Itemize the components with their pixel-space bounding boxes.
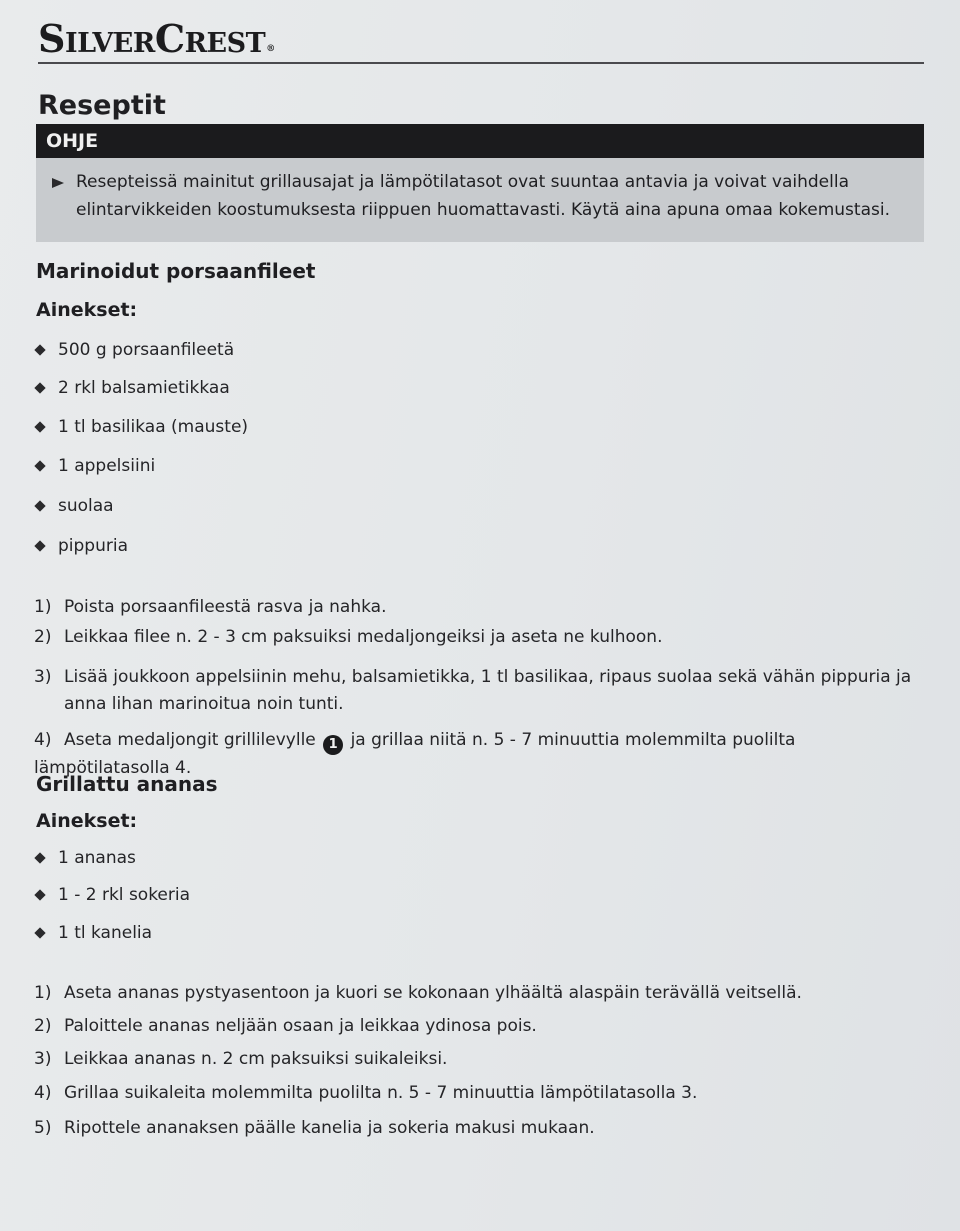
diamond-bullet-icon (34, 344, 45, 355)
step-text: Aseta medaljongit grillilevylle (64, 730, 316, 750)
step-number: 2) (34, 1016, 52, 1036)
diamond-bullet-icon (34, 927, 45, 938)
step-item (34, 624, 924, 651)
diamond-bullet-icon (34, 421, 45, 432)
ingredient-item (34, 882, 190, 908)
step-text: Leikkaa ananas n. 2 cm paksuiksi suikaleiksi. (64, 1049, 448, 1069)
diamond-bullet-icon (34, 500, 45, 511)
ingredient-text: 1 appelsiini (58, 456, 156, 476)
brand-name: SilverCrest (38, 16, 266, 61)
recipe-title: Marinoidut porsaanfileet (36, 259, 316, 283)
step-text: ja grillaa niitä n. 5 - 7 minuuttia molemmilta puolilta lämpötilatasolla 4. (34, 730, 796, 778)
ingredient-text: 2 rkl balsamietikkaa (58, 378, 230, 398)
step-text: Leikkaa filee n. 2 - 3 cm paksuiksi medaljongeiksi ja aseta ne kulhoon. (64, 627, 663, 647)
step-item (34, 1046, 924, 1073)
ingredient-item (34, 533, 128, 559)
ingredient-text: 1 - 2 rkl sokeria (58, 885, 191, 905)
ingredient-text: suolaa (58, 496, 114, 516)
step-text: Grillaa suikaleita molemmilta puolilta n. 5 - 7 minuuttia lämpötilatasolla 3. (64, 1083, 698, 1103)
ingredient-text: 500 g porsaanfileetä (58, 340, 235, 360)
step-number: 1) (34, 597, 52, 617)
recipe-title: Grillattu ananas (36, 772, 218, 796)
step-item (34, 664, 924, 718)
note-body (36, 158, 924, 224)
diamond-bullet-icon (34, 382, 45, 393)
part-number-marker: 1 (323, 735, 343, 755)
ingredient-item (34, 337, 234, 363)
diamond-bullet-icon (34, 540, 45, 551)
step-text-continuation: anna lihan marinoitua noin tunti. (64, 694, 344, 714)
step-number: 4) (34, 730, 52, 750)
ingredient-text: 1 tl basilikaa (mauste) (58, 417, 249, 437)
note-box (36, 124, 924, 242)
note-text: Resepteissä mainitut grillausajat ja lämpötilatasot ovat suuntaa antavia ja voivat vaihdella elintarvikkeiden koostumuksesta riippuen huomattavasti. Käytä aina apuna omaa kokemustasi. (76, 172, 890, 220)
ingredient-item (34, 414, 248, 440)
step-item (34, 1115, 924, 1142)
note-header: OHJE (36, 124, 924, 158)
ingredient-text: pippuria (58, 536, 129, 556)
step-number: 3) (34, 667, 52, 687)
diamond-bullet-icon (34, 889, 45, 900)
ingredient-item (34, 375, 230, 401)
step-number: 4) (34, 1083, 52, 1103)
ingredient-text: 1 ananas (58, 848, 136, 868)
step-text: Lisää joukkoon appelsiinin mehu, balsamietikka, 1 tl basilikaa, ripaus suolaa sekä vähän pippuria ja (64, 667, 912, 687)
ingredients-label: Ainekset: (36, 299, 138, 321)
section-title: Reseptit (38, 90, 166, 121)
ingredient-item (34, 920, 152, 946)
step-number: 3) (34, 1049, 52, 1069)
ingredient-item (34, 453, 155, 479)
step-text: Aseta ananas pystyasentoon ja kuori se kokonaan ylhäältä alaspäin terävällä veitsellä. (64, 983, 802, 1003)
diamond-bullet-icon (34, 852, 45, 863)
diamond-bullet-icon (34, 460, 45, 471)
step-text: Paloittele ananas neljään osaan ja leikkaa ydinosa pois. (64, 1016, 537, 1036)
step-number: 5) (34, 1118, 52, 1138)
step-item (34, 980, 924, 1007)
header-rule (38, 62, 924, 64)
ingredient-text: 1 tl kanelia (58, 923, 153, 943)
step-text: Ripottele ananaksen päälle kanelia ja sokeria makusi mukaan. (64, 1118, 595, 1138)
registered-mark: ® (266, 44, 275, 54)
ingredient-item (34, 845, 136, 871)
step-item (34, 1080, 924, 1107)
step-item (34, 594, 924, 621)
step-number: 2) (34, 627, 52, 647)
brand-logo (38, 14, 275, 64)
arrow-right-icon (52, 178, 64, 188)
step-item (34, 1013, 924, 1040)
ingredient-item (34, 493, 114, 519)
step-text: Poista porsaanfileestä rasva ja nahka. (64, 597, 387, 617)
ingredients-label: Ainekset: (36, 810, 138, 832)
step-number: 1) (34, 983, 52, 1003)
